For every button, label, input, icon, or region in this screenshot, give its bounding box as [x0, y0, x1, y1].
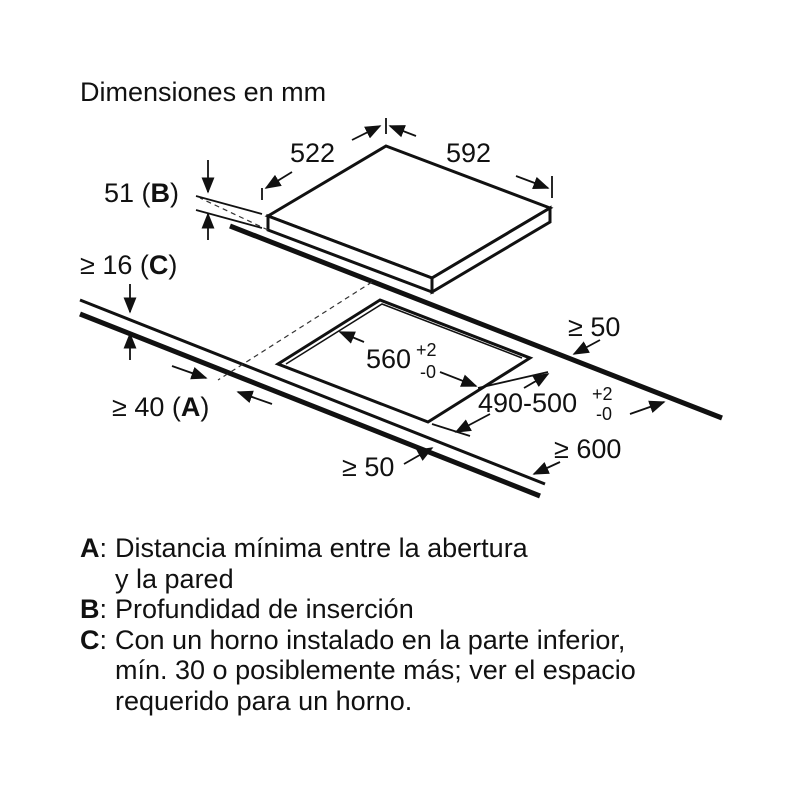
label-560: 560	[366, 344, 412, 374]
legend	[80, 533, 780, 716]
label-40-a: ≥ 40 (A)	[112, 392, 210, 422]
label-490-500-tol-minus: -0	[596, 404, 613, 424]
legend-text: Con un horno instalado en la parte inferior, mín. 30 o posiblemente más; ver el espacio requerido para un horno.	[115, 624, 636, 716]
label-490-500-tol-plus: +2	[592, 384, 613, 404]
legend-text: Profundidad de inserción	[115, 594, 414, 624]
label-51-b: 51 (B)	[104, 178, 180, 208]
legend-item-b	[80, 594, 780, 625]
label-490-500: 490-500	[478, 388, 578, 418]
diagram-title: Dimensiones en mm	[80, 77, 327, 107]
legend-item-a	[80, 533, 780, 594]
legend-item-c	[80, 625, 780, 717]
legend-key: A	[80, 533, 100, 563]
dim-51	[196, 160, 262, 240]
label-522: 522	[290, 138, 336, 168]
legend-separator: :	[99, 533, 108, 563]
legend-text: Distancia mínima entre la abertura y la pared	[115, 533, 528, 594]
dim-50-back	[574, 340, 600, 354]
legend-separator: :	[99, 624, 108, 655]
label-50-back: ≥ 50	[568, 312, 621, 342]
label-560-tol-minus: -0	[420, 362, 437, 382]
legend-key: B	[80, 594, 100, 624]
label-560-tol-plus: +2	[416, 340, 437, 360]
label-600: ≥ 600	[554, 434, 622, 464]
legend-key: C	[80, 624, 100, 655]
label-592: 592	[446, 138, 492, 168]
legend-separator: :	[99, 594, 108, 624]
label-50-front: ≥ 50	[342, 452, 395, 482]
label-16-c: ≥ 16 (C)	[80, 250, 178, 280]
